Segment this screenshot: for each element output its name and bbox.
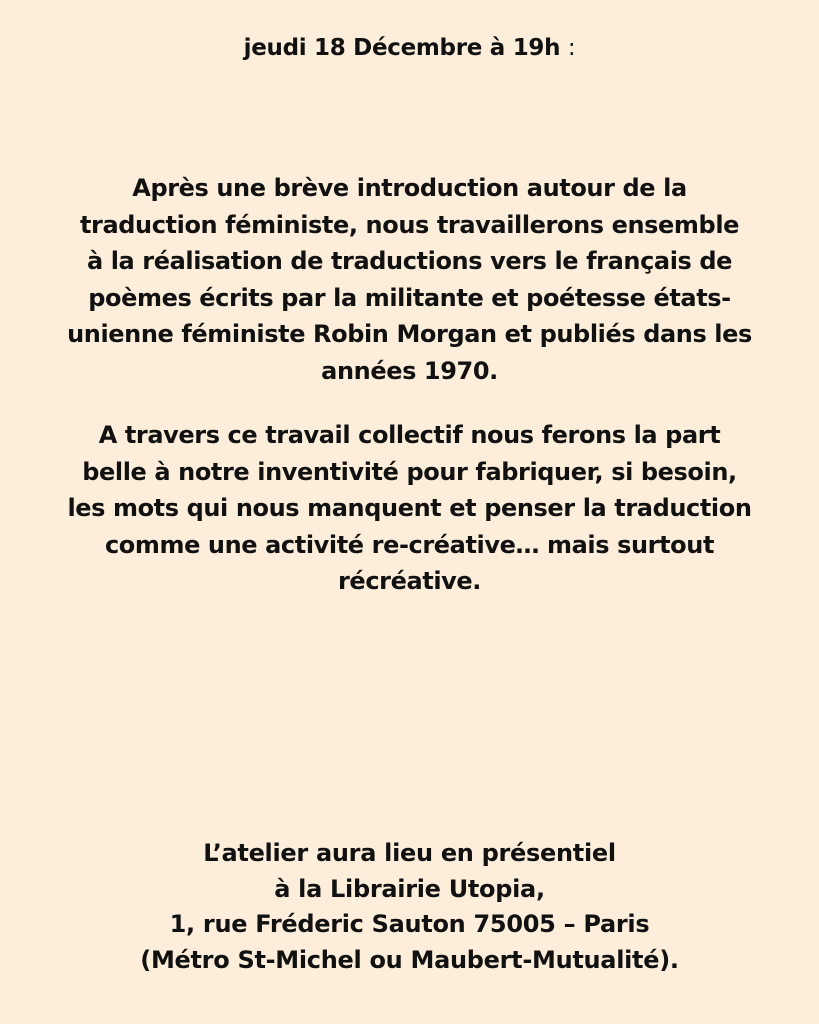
venue-block xyxy=(0,836,819,978)
intro-line: traduction féministe, nous travaillerons ensemble xyxy=(79,210,740,239)
event-date-heading xyxy=(0,30,819,66)
intro-line: Après une brève introduction autour de la xyxy=(132,174,687,202)
collective-line: récréative. xyxy=(338,567,481,595)
intro-line: poèmes écrits par la militante et poétesse états- xyxy=(88,283,731,312)
venue-line: à la Librairie Utopia, xyxy=(274,874,545,903)
venue-metro: (Métro St-Michel ou Maubert-Mutualité). xyxy=(140,945,679,974)
collective-line: A travers ce travail collectif nous ferons la part xyxy=(98,421,721,449)
collective-line: les mots qui nous manquent et penser la traduction xyxy=(67,494,752,522)
venue-address: 1, rue Fréderic Sauton 75005 – Paris xyxy=(169,910,650,938)
event-date: jeudi 18 Décembre à 19h xyxy=(243,35,561,61)
intro-line: années 1970. xyxy=(321,356,498,385)
intro-paragraph xyxy=(20,170,799,389)
event-date-colon: : xyxy=(567,35,576,61)
venue-line: L’atelier aura lieu en présentiel xyxy=(203,839,616,867)
intro-line: à la réalisation de traductions vers le français de xyxy=(86,247,733,275)
collective-work-paragraph xyxy=(20,417,799,600)
collective-line: belle à notre inventivité pour fabriquer, si besoin, xyxy=(82,457,737,486)
intro-line: unienne féministe Robin Morgan et publiés dans les xyxy=(67,320,752,348)
collective-line: comme une activité re-créative… mais surtout xyxy=(104,530,715,559)
